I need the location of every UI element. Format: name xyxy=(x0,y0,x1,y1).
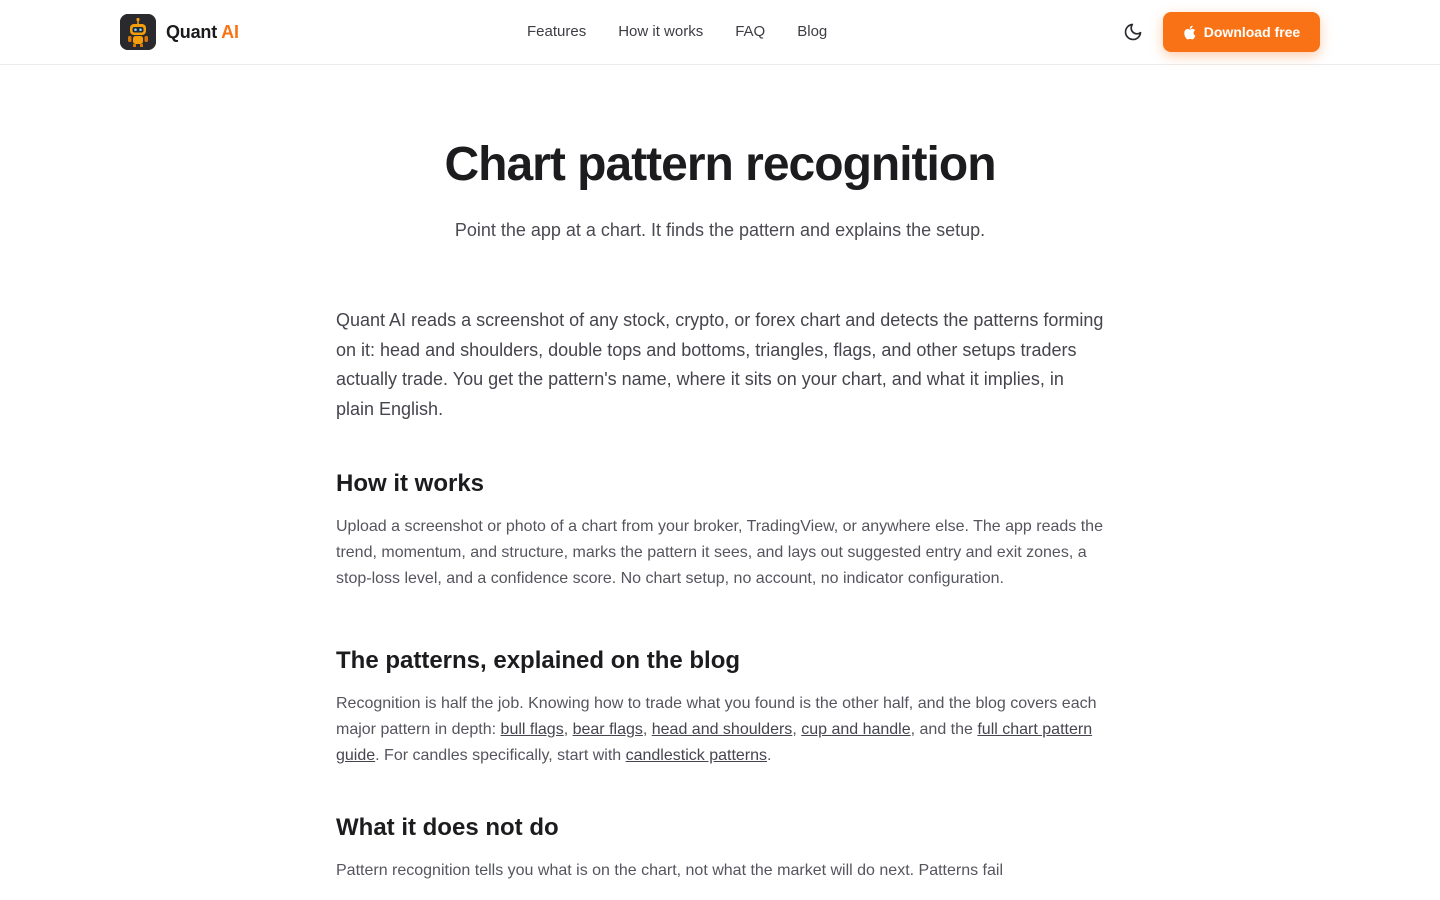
intro-paragraph: Quant AI reads a screenshot of any stock, crypto, or forex chart and detects the patterns forming on it: head and shoulders, double tops and bottoms, triangles, flags, and other setups traders actually trade. You get the pattern's name, where it sits on your chart, and what it implies, in plain English. xyxy=(336,310,1104,419)
brand-logo-link[interactable] xyxy=(120,14,239,50)
theme-toggle-button[interactable] xyxy=(1121,20,1145,44)
link-full-chart-pattern-guide[interactable]: full chart pattern guide xyxy=(336,721,1093,764)
nav-link-how-it-works[interactable]: How it works xyxy=(618,23,704,40)
nav-link-features[interactable]: Features xyxy=(527,23,587,40)
how-it-works-paragraph: Upload a screenshot or photo of a chart from your broker, TradingView, or anywhere else. The app reads the trend, momentum, and structure, marks the pattern it sees, and lays out suggested entry and exit zones, a stop-loss level, and a confidence score. No chart setup, no account, no indicator configuration. xyxy=(336,518,1103,587)
patterns-text-3: . For candles specifically, start with xyxy=(375,747,626,764)
page-title: Chart pattern recognition xyxy=(444,138,996,191)
brand-name: Quant AI xyxy=(166,21,239,42)
patterns-sep-1: , xyxy=(563,721,573,738)
download-button[interactable] xyxy=(1163,12,1320,52)
patterns-text-2: , and the xyxy=(910,721,978,738)
download-button-label: Download free xyxy=(1203,24,1301,40)
page-subtitle: Point the app at a chart. It finds the pattern and explains the setup. xyxy=(454,220,986,240)
link-candlestick-patterns[interactable]: candlestick patterns xyxy=(625,747,768,764)
patterns-text-4: . xyxy=(767,747,772,764)
patterns-paragraph xyxy=(336,691,1104,769)
patterns-sep-3: , xyxy=(792,721,802,738)
article-body xyxy=(336,306,1104,884)
moon-icon xyxy=(1123,22,1143,42)
link-bull-flags[interactable]: bull flags xyxy=(500,721,564,738)
main-nav xyxy=(527,22,827,42)
link-cup-and-handle[interactable]: cup and handle xyxy=(801,721,911,738)
heading-patterns-blog: The patterns, explained on the blog xyxy=(336,647,741,674)
site-header xyxy=(0,0,1440,65)
nav-link-blog[interactable]: Blog xyxy=(797,23,828,40)
link-head-and-shoulders[interactable]: head and shoulders xyxy=(651,721,793,738)
apple-icon xyxy=(1183,25,1196,40)
patterns-text-1: Recognition is half the job. Knowing how to trade what you found is the other half, and the blog covers each major pattern in depth: xyxy=(336,695,1097,738)
heading-what-it-does-not-do: What it does not do xyxy=(336,814,559,841)
robot-logo-icon xyxy=(120,14,156,50)
limits-paragraph: Pattern recognition tells you what is on the chart, not what the market will do next. Patterns fail xyxy=(336,862,1004,879)
brand-accent: AI xyxy=(221,21,239,42)
patterns-sep-2: , xyxy=(642,721,652,738)
link-bear-flags[interactable]: bear flags xyxy=(572,721,643,738)
heading-how-it-works: How it works xyxy=(336,470,485,497)
nav-link-faq[interactable]: FAQ xyxy=(735,23,766,40)
